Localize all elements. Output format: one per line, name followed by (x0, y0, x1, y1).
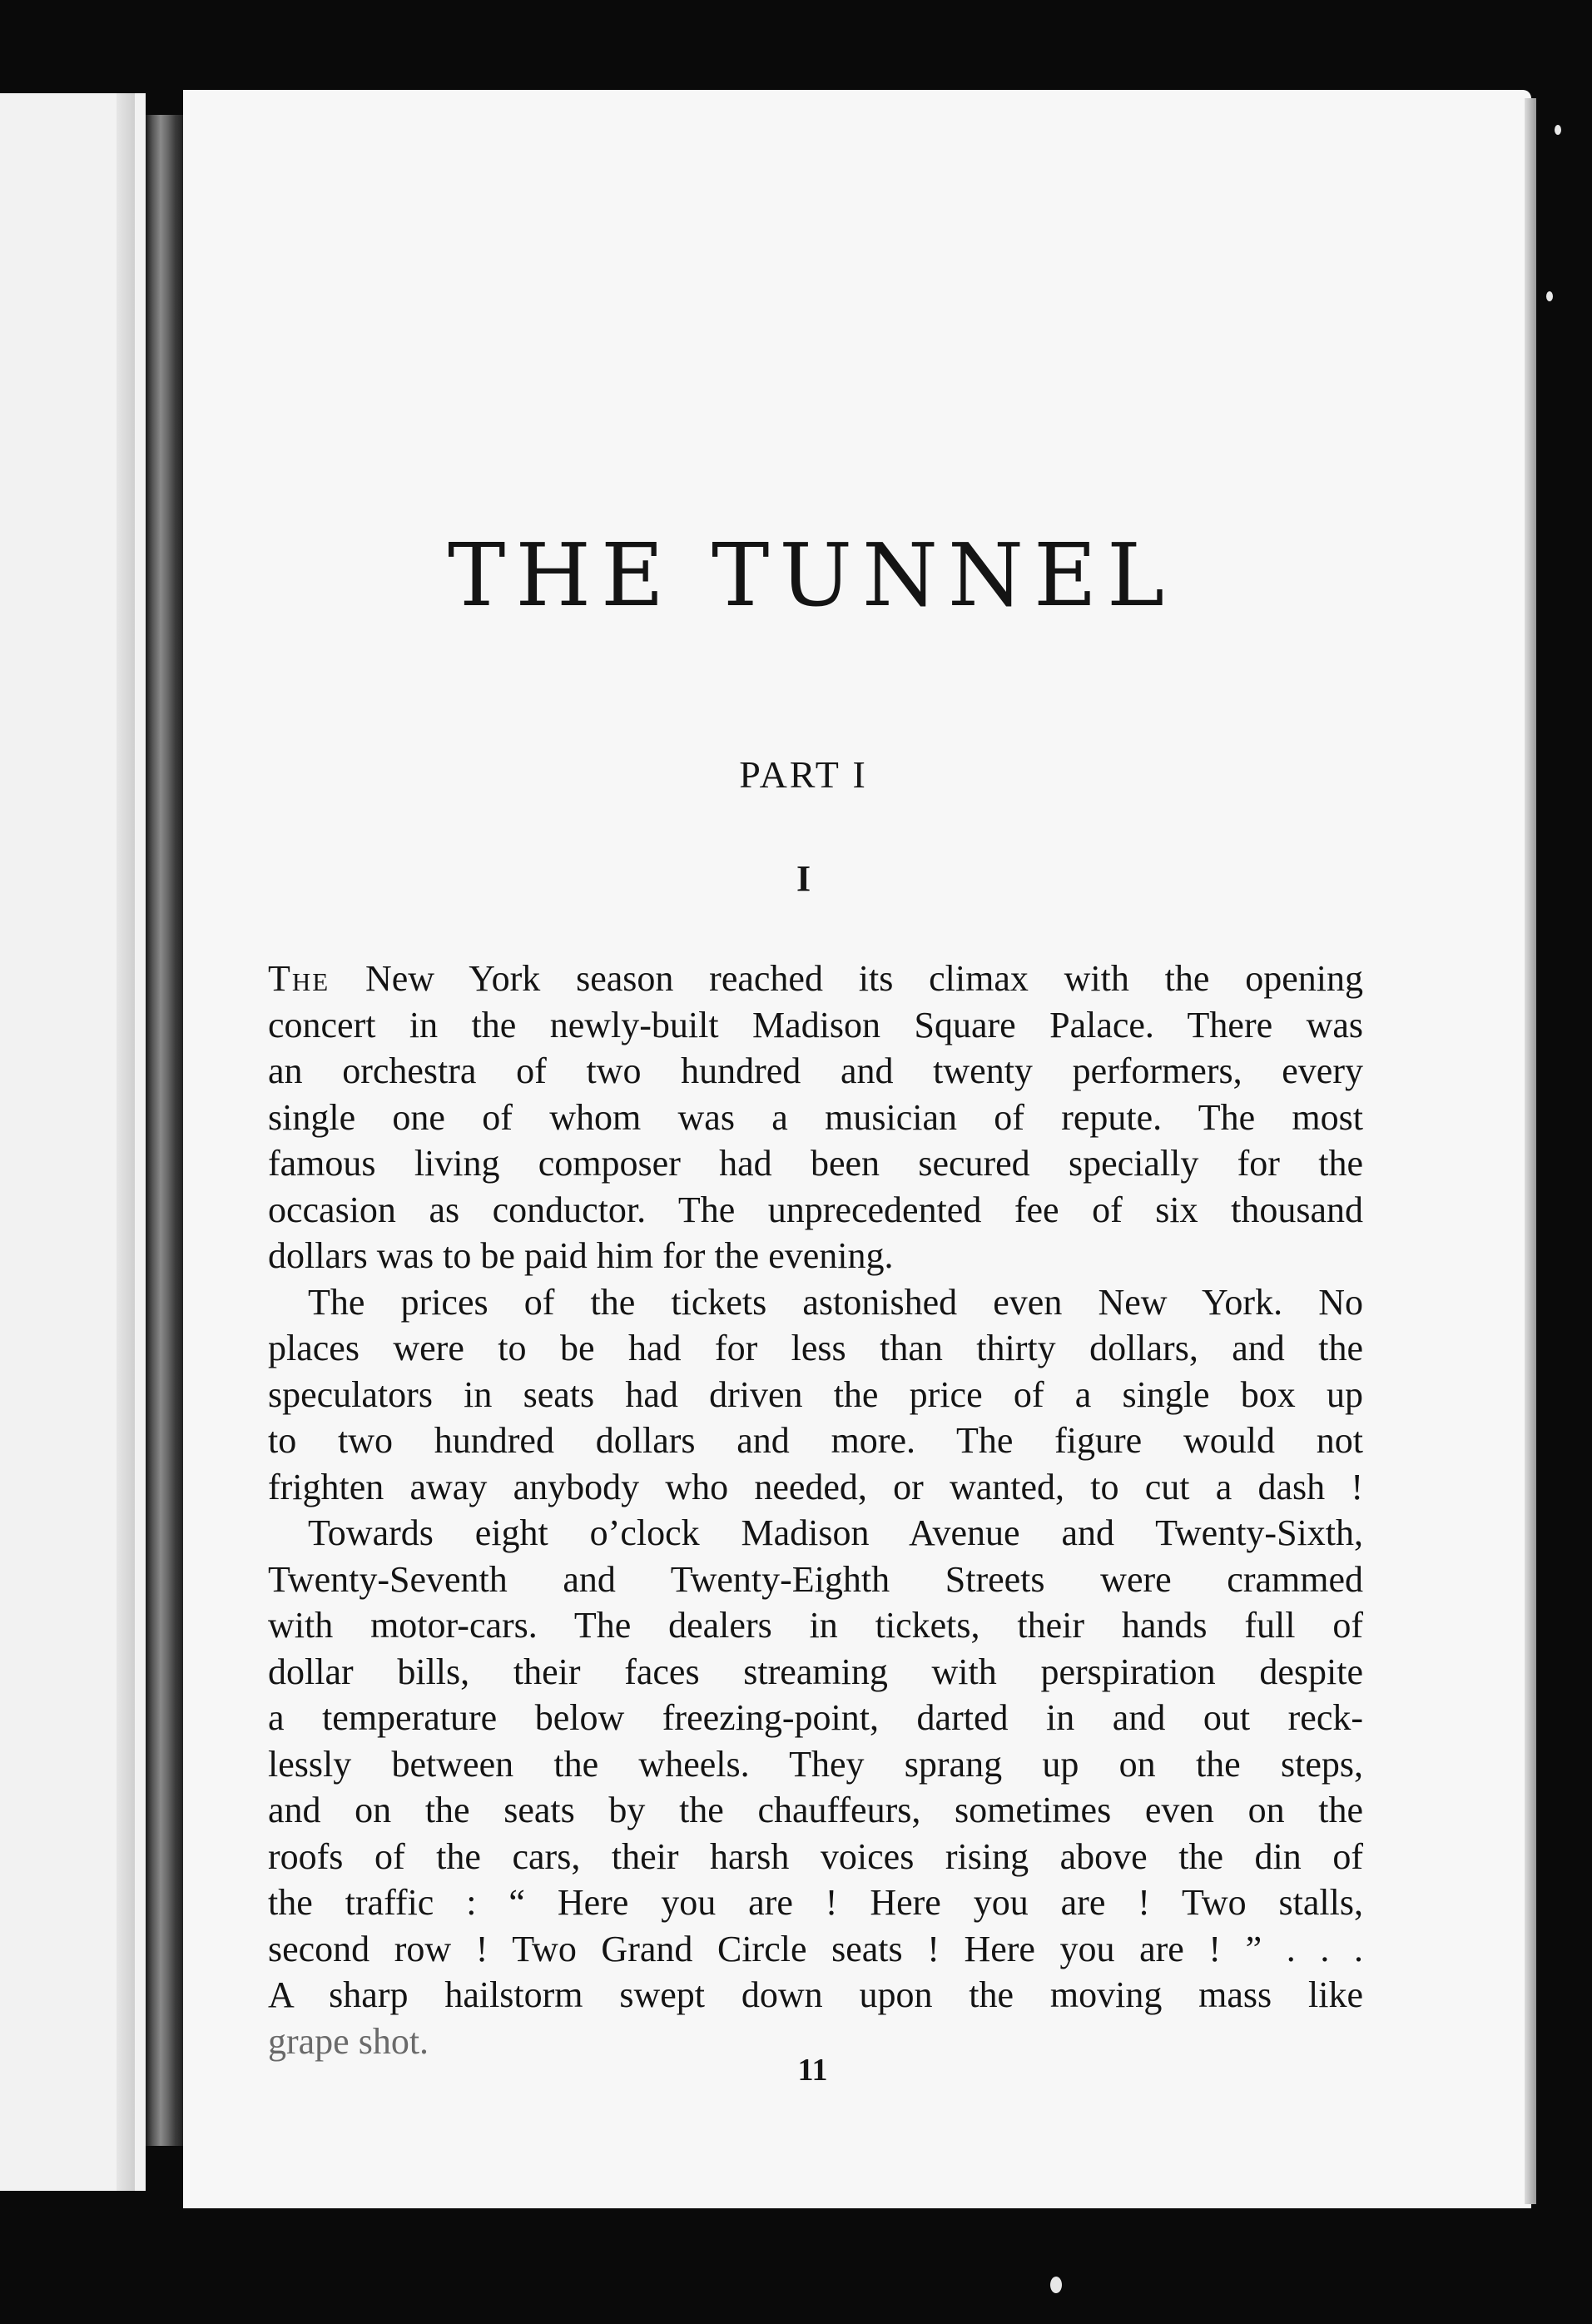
text-line (268, 956, 1363, 1002)
text-line: grape shot. (268, 2020, 429, 2062)
page-number: 11 (797, 2053, 828, 2088)
book-title: THE TUNNEL (447, 524, 1175, 626)
text-line: the traffic : “ Here you are ! Here you are ! Two stalls, (268, 1882, 1363, 1923)
body-text (268, 956, 1363, 2064)
text-line: concert in the newly-built Madison Square Palace. There was (268, 1004, 1363, 1045)
text-line-content: New York season reached its climax with the opening (330, 958, 1363, 999)
facing-page-shadow (117, 93, 135, 2191)
text-line: single one of whom was a musician of repute. The most (268, 1096, 1363, 1138)
text-line: places were to be had for less than thirty dollars, and the (268, 1328, 1363, 1368)
text-line: a temperature below freezing-point, darted in and out reck- (268, 1697, 1363, 1738)
text-line: famous living composer had been secured specially for the (268, 1143, 1363, 1184)
text-line: to two hundred dollars and more. The figure would not (268, 1420, 1363, 1461)
chapter-number: I (796, 858, 811, 899)
text-line: dollars was to be paid him for the evening. (268, 1235, 894, 1276)
part-heading: PART I (739, 753, 868, 796)
book-spine (146, 115, 183, 2146)
text-line: second row ! Two Grand Circle seats ! Here you are ! ” . . . (268, 1928, 1363, 1969)
scan-speck (1546, 291, 1553, 301)
scan-speck (1050, 2277, 1062, 2293)
text-line: A sharp hailstorm swept down upon the moving mass like (268, 1974, 1363, 2015)
text-line: lessly between the wheels. They sprang up on the steps, (268, 1743, 1363, 1785)
text-line: occasion as conductor. The unprecedented fee of six thousand (268, 1189, 1363, 1230)
text-line: and on the seats by the chauffeurs, sometimes even on the (268, 1790, 1363, 1830)
text-line: with motor-cars. The dealers in tickets, their hands full of (268, 1605, 1363, 1646)
text-line: roofs of the cars, their harsh voices rising above the din of (268, 1835, 1363, 1877)
text-line: an orchestra of two hundred and twenty performers, every (268, 1050, 1363, 1091)
text-line: Towards eight o’clock Madison Avenue and Twenty-Sixth, (308, 1512, 1363, 1553)
text-line: frighten away anybody who needed, or wanted, to cut a dash ! (268, 1466, 1363, 1507)
page-edge-shadow (1525, 98, 1536, 2204)
drop-word: The (268, 958, 330, 999)
text-line: The prices of the tickets astonished even New York. No (308, 1281, 1363, 1323)
scan-speck (1555, 125, 1561, 135)
text-line: dollar bills, their faces streaming with perspiration despite (268, 1651, 1363, 1692)
text-line: speculators in seats had driven the price of a single box up (268, 1373, 1363, 1415)
text-line: Twenty-Seventh and Twenty-Eighth Streets were crammed (268, 1558, 1363, 1600)
